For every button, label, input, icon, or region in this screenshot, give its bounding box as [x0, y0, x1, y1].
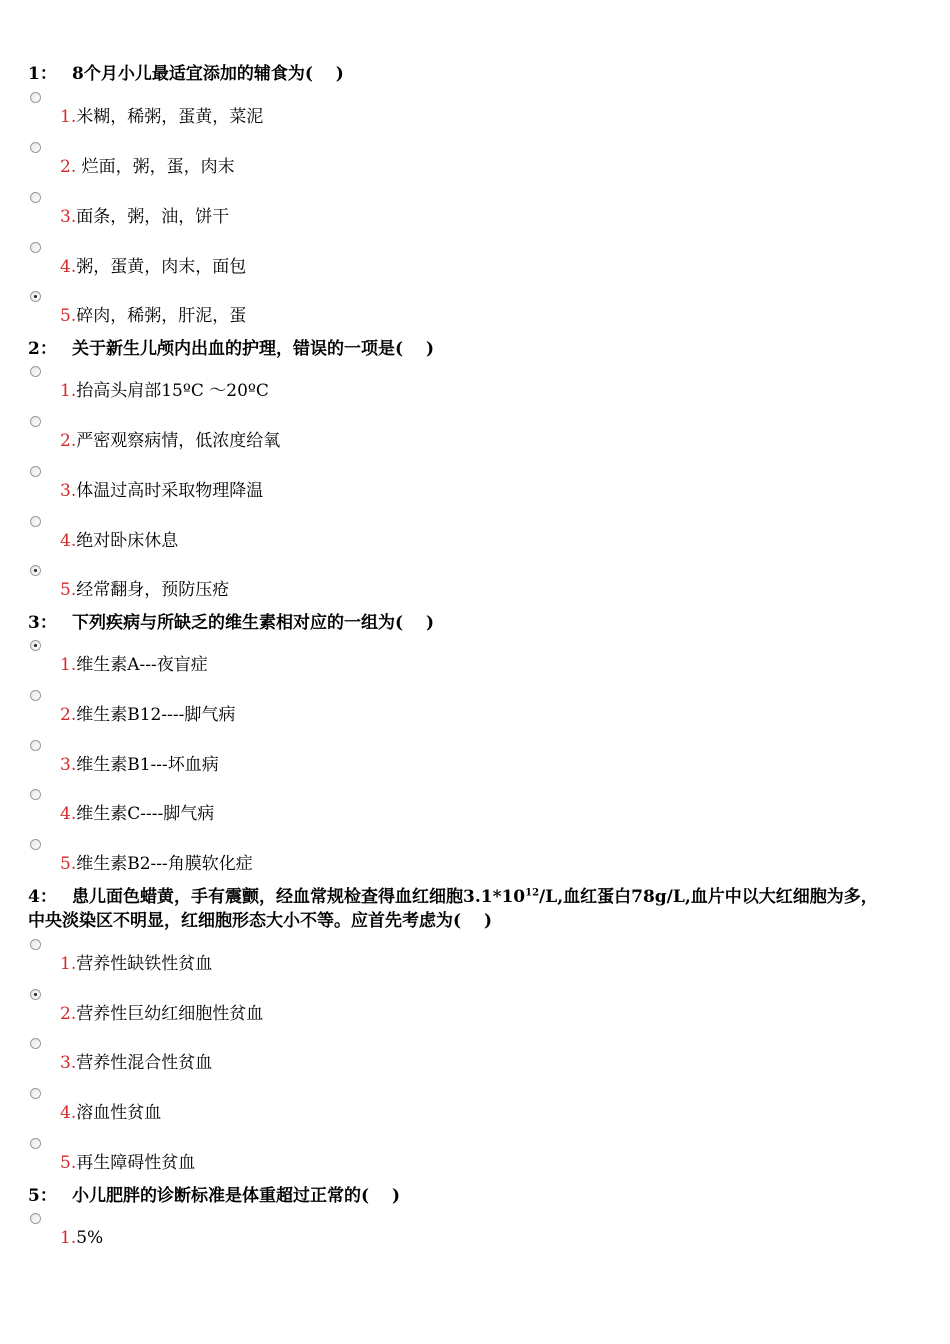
q1-option-2[interactable]	[60, 156, 235, 178]
q4-option-4-radio[interactable]	[30, 1088, 41, 1099]
q1-option-4-radio[interactable]	[30, 242, 41, 253]
q4-option-2-radio[interactable]	[30, 989, 41, 1000]
q2-option-1[interactable]	[60, 380, 269, 402]
option-number: 1.	[60, 655, 77, 675]
option-number: 3.	[60, 207, 77, 227]
q2-option-2[interactable]	[60, 430, 280, 452]
question-number: 4：	[28, 887, 57, 907]
q1-option-1[interactable]	[60, 106, 263, 128]
question-text: 下列疾病与所缺乏的维生素相对应的一组为( )	[72, 613, 435, 633]
q1-option-5[interactable]	[60, 305, 246, 327]
q4-option-1[interactable]	[60, 953, 212, 975]
option-number: 1.	[60, 1228, 77, 1248]
question-text: 小儿肥胖的诊断标准是体重超过正常的( )	[72, 1186, 401, 1206]
q5-option-1-radio[interactable]	[30, 1213, 41, 1224]
question-4-title	[28, 885, 878, 933]
q2-option-2-radio[interactable]	[30, 416, 41, 427]
option-number: 1.	[60, 381, 77, 401]
q2-option-1-radio[interactable]	[30, 366, 41, 377]
option-number: 1.	[60, 954, 77, 974]
option-number: 5.	[60, 854, 77, 874]
option-number: 2.	[60, 1004, 77, 1024]
question-number: 3：	[28, 613, 57, 633]
option-text: 米糊，稀粥，蛋黄，菜泥	[76, 107, 264, 127]
question-exponent: 12	[525, 887, 540, 899]
option-text: 体温过高时采取物理降温	[76, 481, 264, 501]
option-text: 维生素B2---角膜软化症	[76, 854, 253, 874]
option-text: 5%	[76, 1228, 104, 1248]
option-number: 5.	[60, 580, 77, 600]
question-1-title	[28, 62, 888, 86]
option-number: 3.	[60, 481, 77, 501]
q3-option-2[interactable]	[60, 704, 235, 726]
q1-option-3-radio[interactable]	[30, 192, 41, 203]
q4-option-1-radio[interactable]	[30, 939, 41, 950]
q4-option-3-radio[interactable]	[30, 1038, 41, 1049]
question-3-title	[28, 611, 888, 635]
option-number: 2.	[60, 705, 77, 725]
q2-option-3-radio[interactable]	[30, 466, 41, 477]
option-text: 维生素B1---坏血病	[76, 755, 219, 775]
q2-option-4[interactable]	[60, 530, 178, 552]
q3-option-4[interactable]	[60, 803, 214, 825]
q3-option-5-radio[interactable]	[30, 839, 41, 850]
q3-option-2-radio[interactable]	[30, 690, 41, 701]
q4-option-5-radio[interactable]	[30, 1138, 41, 1149]
question-5-title	[28, 1184, 888, 1208]
q3-option-5[interactable]	[60, 853, 253, 875]
option-text: 严密观察病情，低浓度给氧	[76, 431, 281, 451]
option-number: 4.	[60, 1103, 77, 1123]
q3-option-4-radio[interactable]	[30, 789, 41, 800]
option-number: 2.	[60, 431, 77, 451]
q3-option-1[interactable]	[60, 654, 208, 676]
q1-option-4[interactable]	[60, 256, 246, 278]
q3-option-3[interactable]	[60, 754, 219, 776]
option-number: 3.	[60, 1053, 77, 1073]
option-text: 面条，粥，油，饼干	[76, 207, 230, 227]
option-text: 维生素B12----脚气病	[76, 705, 236, 725]
q4-option-5[interactable]	[60, 1152, 195, 1174]
question-number: 1：	[28, 64, 57, 84]
question-number: 5：	[28, 1186, 57, 1206]
option-text: 溶血性贫血	[76, 1103, 162, 1123]
option-text: 营养性缺铁性贫血	[76, 954, 213, 974]
option-text: 经常翻身，预防压疮	[76, 580, 230, 600]
option-number: 3.	[60, 755, 77, 775]
q2-option-5-radio[interactable]	[30, 565, 41, 576]
q2-option-3[interactable]	[60, 480, 263, 502]
question-2-title	[28, 337, 888, 361]
option-text: 再生障碍性贫血	[76, 1153, 196, 1173]
q5-option-1[interactable]	[60, 1227, 103, 1249]
q3-option-3-radio[interactable]	[30, 740, 41, 751]
option-text: 维生素C----脚气病	[76, 804, 215, 824]
question-number: 2：	[28, 339, 57, 359]
q2-option-4-radio[interactable]	[30, 516, 41, 527]
q1-option-2-radio[interactable]	[30, 142, 41, 153]
question-text: 患儿面色蜡黄，手有震颤，经血常规检查得血红细胞3.1*10	[72, 887, 526, 907]
question-text: 关于新生儿颅内出血的护理，错误的一项是( )	[72, 339, 435, 359]
q4-option-2[interactable]	[60, 1003, 263, 1025]
option-number: 4.	[60, 804, 77, 824]
q1-option-3[interactable]	[60, 206, 229, 228]
option-number: 4.	[60, 257, 77, 277]
option-text: 抬高头肩部15ºC ～20ºC	[76, 381, 269, 401]
q4-option-3[interactable]	[60, 1052, 212, 1074]
q4-option-4[interactable]	[60, 1102, 161, 1124]
q2-option-5[interactable]	[60, 579, 229, 601]
option-number: 2.	[60, 157, 77, 177]
option-text: 碎肉，稀粥，肝泥，蛋	[76, 306, 247, 326]
option-number: 1.	[60, 107, 77, 127]
option-text: 绝对卧床休息	[76, 531, 179, 551]
q1-option-5-radio[interactable]	[30, 291, 41, 302]
question-text-continued: /L,血红蛋白78g/L,血片中以大红细胞为多，中央淡染区不明显，红细胞形态大小不等。应首先考虑为( )	[28, 887, 878, 931]
q3-option-1-radio[interactable]	[30, 640, 41, 651]
option-text: 维生素A---夜盲症	[76, 655, 208, 675]
option-text: 营养性混合性贫血	[76, 1053, 213, 1073]
option-number: 5.	[60, 1153, 77, 1173]
option-number: 5.	[60, 306, 77, 326]
q1-option-1-radio[interactable]	[30, 92, 41, 103]
option-text: 烂面，粥，蛋，肉末	[76, 157, 235, 177]
option-number: 4.	[60, 531, 77, 551]
option-text: 营养性巨幼红细胞性贫血	[76, 1004, 264, 1024]
option-text: 粥，蛋黄，肉末，面包	[76, 257, 247, 277]
question-text: 8个月小儿最适宜添加的辅食为( )	[72, 64, 344, 84]
